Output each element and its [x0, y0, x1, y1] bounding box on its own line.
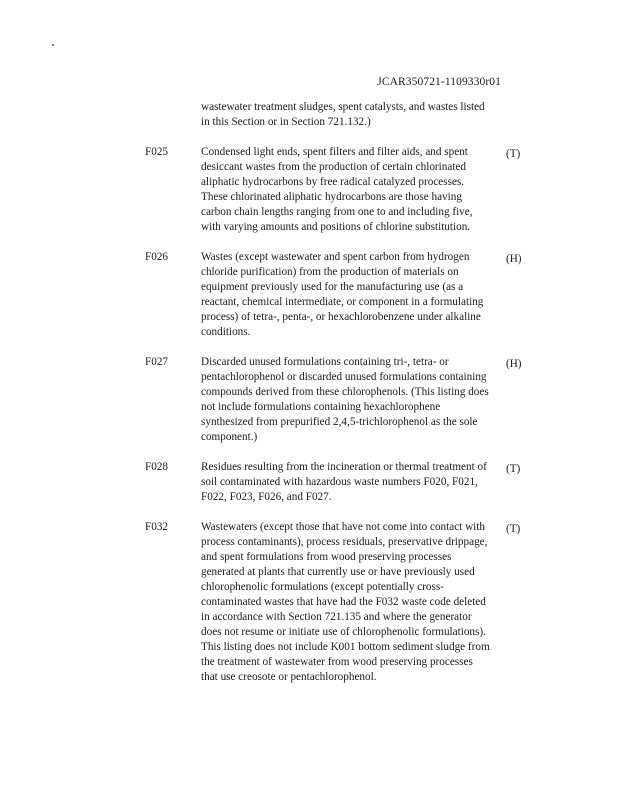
waste-code: F026	[145, 251, 169, 263]
waste-code: F032	[145, 521, 169, 533]
waste-code: F027	[145, 356, 169, 368]
waste-entry-f026	[0, 250, 618, 340]
hazard-code: (T)	[506, 148, 521, 160]
hazard-code: (H)	[506, 358, 522, 370]
continuation-paragraph: wastewater treatment sludges, spent catalysts, and wastes listed in this Section or in Section 721.132.)	[201, 101, 485, 128]
waste-description: Condensed light ends, spent filters and filter aids, and spent desiccant wastes from the production of certain chlorinated aliphatic hydrocarbons by free radical catalyzed processes. These chlorinated aliphatic hydrocarbons are those having carbon chain lengths ranging from one to and including five, with varying amounts and positions of chlorine substitution.	[201, 146, 473, 233]
waste-entry-f028	[0, 460, 618, 505]
waste-description: Discarded unused formulations containing tri-, tetra- or pentachlorophenol or discarded unused formulations containing compounds derived from these chlorophenols. (This listing does not include formulations containing hexachlorophene synthesized from prepurified 2,4,5-trichlorophenol as the sole component.)	[201, 356, 489, 443]
waste-entry-f025	[0, 145, 618, 235]
hazard-code: (T)	[506, 523, 521, 535]
hazard-code: (H)	[506, 253, 522, 265]
waste-code: F028	[145, 461, 169, 473]
waste-code: F025	[145, 146, 169, 158]
hazard-code: (T)	[506, 463, 521, 475]
waste-entry-f032	[0, 520, 618, 685]
waste-listing	[0, 145, 618, 700]
document-id: JCAR350721-1109330r01	[377, 76, 501, 88]
waste-entry-f027	[0, 355, 618, 445]
waste-description: Wastewaters (except those that have not come into contact with process contaminants), process residuals, preservative drippage, and spent formulations from wood preserving processes generated at plants that currently use or have previously used chlorophenolic formulations (except potentially cross-contaminated wastes that have had the F032 waste code deleted in accordance with Section 721.135 and where the generator does not resume or initiate use of chlorophenolic formulations). This listing does not include K001 bottom sediment sludge from the treatment of wastewater from wood preserving processes that use creosote or pentachlorophenol.	[201, 521, 490, 683]
waste-description: Wastes (except wastewater and spent carbon from hydrogen chloride purification) from the production of materials on equipment previously used for the manufacturing use (as a reactant, chemical intermediate, or component in a formulating process) of tetra-, penta-, or hexachlorobenzene under alkaline conditions.	[201, 251, 484, 338]
scan-speck	[52, 44, 54, 46]
waste-description: Residues resulting from the incineration or thermal treatment of soil contaminated with hazardous waste numbers F020, F021, F022, F023, F026, and F027.	[201, 461, 487, 503]
